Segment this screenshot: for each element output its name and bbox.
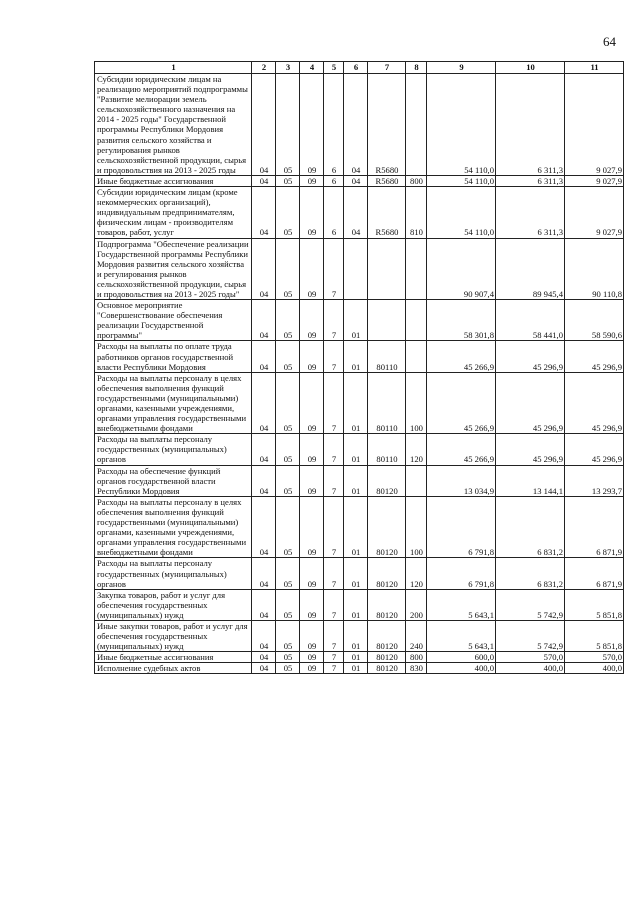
direction-code-cell: 80120 [368, 589, 406, 620]
subprogram-code-cell: 7 [324, 341, 344, 372]
amount-cell: 6 311,3 [496, 74, 565, 176]
table-row [95, 620, 624, 651]
header-cell: 5 [324, 62, 344, 74]
table-row [95, 496, 624, 558]
subsection-code-cell: 05 [276, 74, 300, 176]
header-cell: 2 [252, 62, 276, 74]
section-code-cell: 04 [252, 496, 276, 558]
program-code-cell: 09 [300, 558, 324, 589]
amount-cell: 58 590,6 [565, 300, 624, 341]
program-code-cell: 09 [300, 300, 324, 341]
table-row [95, 465, 624, 496]
table-row [95, 187, 624, 238]
section-code-cell: 04 [252, 300, 276, 341]
direction-code-cell: 80110 [368, 372, 406, 434]
amount-cell: 6 311,3 [496, 187, 565, 238]
section-code-cell: 04 [252, 620, 276, 651]
direction-code-cell [368, 300, 406, 341]
program-code-cell: 09 [300, 341, 324, 372]
item-name-cell: Подпрограмма "Обеспечение реализации Государственной программы Республики Мордовия развития сельского хозяйства и регулирования рынков сельскохозяйственной продукции, сырья и продовольствия на 2013 - 2025 годы" [95, 238, 252, 300]
subsection-code-cell: 05 [276, 589, 300, 620]
section-code-cell: 04 [252, 434, 276, 465]
table-row [95, 300, 624, 341]
amount-cell: 5 643,1 [427, 620, 496, 651]
amount-cell: 570,0 [496, 652, 565, 663]
amount-cell: 45 266,9 [427, 341, 496, 372]
event-code-cell: 01 [344, 620, 368, 651]
subsection-code-cell: 05 [276, 372, 300, 434]
header-cell: 10 [496, 62, 565, 74]
amount-cell: 13 034,9 [427, 465, 496, 496]
section-code-cell: 04 [252, 74, 276, 176]
subprogram-code-cell: 7 [324, 589, 344, 620]
event-code-cell: 04 [344, 187, 368, 238]
header-cell: 7 [368, 62, 406, 74]
amount-cell: 9 027,9 [565, 187, 624, 238]
amount-cell: 5 851,8 [565, 589, 624, 620]
amount-cell: 5 643,1 [427, 589, 496, 620]
amount-cell: 6 831,2 [496, 558, 565, 589]
item-name-cell: Иные бюджетные ассигнования [95, 175, 252, 186]
subsection-code-cell: 05 [276, 341, 300, 372]
table-row [95, 558, 624, 589]
table-row [95, 238, 624, 300]
subprogram-code-cell: 6 [324, 187, 344, 238]
expense-type-cell: 810 [406, 187, 427, 238]
program-code-cell: 09 [300, 74, 324, 176]
table-header-row [95, 62, 624, 74]
item-name-cell: Субсидии юридическим лицам на реализацию мероприятий подпрограммы "Развитие мелиорации земель сельскохозяйственного назначения на 2014 - 2025 годы" Государственной программы Республики Мордовия развития сельского хозяйства и регулирования рынков сельскохозяйственной продукции, сырья и продовольствия на 2013 - 2025 годы [95, 74, 252, 176]
expense-type-cell: 800 [406, 175, 427, 186]
subprogram-code-cell: 6 [324, 74, 344, 176]
subprogram-code-cell: 7 [324, 238, 344, 300]
table-row [95, 372, 624, 434]
direction-code-cell: R5680 [368, 175, 406, 186]
expense-type-cell [406, 300, 427, 341]
item-name-cell: Иные бюджетные ассигнования [95, 652, 252, 663]
item-name-cell: Основное мероприятие "Совершенствование обеспечения реализации Государственной программы" [95, 300, 252, 341]
expense-type-cell [406, 74, 427, 176]
subprogram-code-cell: 7 [324, 434, 344, 465]
item-name-cell: Расходы на обеспечение функций органов государственной власти Республики Мордовия [95, 465, 252, 496]
table-row [95, 589, 624, 620]
direction-code-cell: 80120 [368, 663, 406, 674]
direction-code-cell: 80120 [368, 620, 406, 651]
amount-cell: 45 266,9 [427, 434, 496, 465]
expense-type-cell [406, 465, 427, 496]
section-code-cell: 04 [252, 589, 276, 620]
amount-cell: 13 293,7 [565, 465, 624, 496]
program-code-cell: 09 [300, 238, 324, 300]
amount-cell: 45 266,9 [427, 372, 496, 434]
amount-cell: 5 742,9 [496, 620, 565, 651]
subsection-code-cell: 05 [276, 175, 300, 186]
event-code-cell: 01 [344, 341, 368, 372]
amount-cell: 400,0 [565, 663, 624, 674]
subsection-code-cell: 05 [276, 238, 300, 300]
item-name-cell: Расходы на выплаты персоналу государственных (муниципальных) органов [95, 558, 252, 589]
table-row [95, 74, 624, 176]
subsection-code-cell: 05 [276, 652, 300, 663]
subsection-code-cell: 05 [276, 465, 300, 496]
amount-cell: 6 791,8 [427, 496, 496, 558]
subprogram-code-cell: 7 [324, 652, 344, 663]
expense-type-cell: 120 [406, 558, 427, 589]
amount-cell: 9 027,9 [565, 74, 624, 176]
subsection-code-cell: 05 [276, 434, 300, 465]
subprogram-code-cell: 7 [324, 496, 344, 558]
subprogram-code-cell: 7 [324, 372, 344, 434]
section-code-cell: 04 [252, 187, 276, 238]
direction-code-cell: 80110 [368, 434, 406, 465]
amount-cell: 400,0 [427, 663, 496, 674]
program-code-cell: 09 [300, 187, 324, 238]
item-name-cell: Исполнение судебных актов [95, 663, 252, 674]
amount-cell: 570,0 [565, 652, 624, 663]
amount-cell: 400,0 [496, 663, 565, 674]
subprogram-code-cell: 7 [324, 465, 344, 496]
header-cell: 8 [406, 62, 427, 74]
header-cell: 6 [344, 62, 368, 74]
header-cell: 3 [276, 62, 300, 74]
amount-cell: 9 027,9 [565, 175, 624, 186]
amount-cell: 45 296,9 [496, 341, 565, 372]
program-code-cell: 09 [300, 620, 324, 651]
program-code-cell: 09 [300, 496, 324, 558]
amount-cell: 6 871,9 [565, 558, 624, 589]
amount-cell: 600,0 [427, 652, 496, 663]
subprogram-code-cell: 7 [324, 620, 344, 651]
event-code-cell: 01 [344, 300, 368, 341]
item-name-cell: Расходы на выплаты персоналу в целях обеспечения выполнения функций государственными (муниципальными) органами, казенными учреждениями, органами управления государственными внебюджетными фондами [95, 372, 252, 434]
section-code-cell: 04 [252, 663, 276, 674]
table-row [95, 434, 624, 465]
amount-cell: 45 296,9 [496, 434, 565, 465]
item-name-cell: Иные закупки товаров, работ и услуг для обеспечения государственных (муниципальных) нужд [95, 620, 252, 651]
direction-code-cell: R5680 [368, 74, 406, 176]
subprogram-code-cell: 6 [324, 175, 344, 186]
direction-code-cell: 80120 [368, 558, 406, 589]
subprogram-code-cell: 7 [324, 663, 344, 674]
event-code-cell: 01 [344, 496, 368, 558]
event-code-cell: 04 [344, 74, 368, 176]
event-code-cell: 01 [344, 558, 368, 589]
amount-cell: 90 110,8 [565, 238, 624, 300]
subsection-code-cell: 05 [276, 496, 300, 558]
amount-cell: 45 296,9 [565, 341, 624, 372]
program-code-cell: 09 [300, 465, 324, 496]
budget-table [94, 61, 624, 674]
expense-type-cell: 200 [406, 589, 427, 620]
subprogram-code-cell: 7 [324, 558, 344, 589]
program-code-cell: 09 [300, 589, 324, 620]
direction-code-cell: R5680 [368, 187, 406, 238]
table-row [95, 663, 624, 674]
program-code-cell: 09 [300, 434, 324, 465]
amount-cell: 58 441,0 [496, 300, 565, 341]
amount-cell: 54 110,0 [427, 175, 496, 186]
amount-cell: 5 742,9 [496, 589, 565, 620]
event-code-cell: 01 [344, 372, 368, 434]
direction-code-cell: 80120 [368, 496, 406, 558]
expense-type-cell: 100 [406, 372, 427, 434]
subsection-code-cell: 05 [276, 300, 300, 341]
table-row [95, 175, 624, 186]
item-name-cell: Расходы на выплаты по оплате труда работников органов государственной власти Республики Мордовия [95, 341, 252, 372]
item-name-cell: Расходы на выплаты персоналу в целях обеспечения выполнения функций государственными (муниципальными) органами, казенными учреждениями, органами управления государственными внебюджетными фондами [95, 496, 252, 558]
program-code-cell: 09 [300, 652, 324, 663]
table-row [95, 341, 624, 372]
event-code-cell: 01 [344, 434, 368, 465]
page-number: 64 [603, 34, 616, 49]
amount-cell: 6 791,8 [427, 558, 496, 589]
amount-cell: 6 831,2 [496, 496, 565, 558]
section-code-cell: 04 [252, 238, 276, 300]
subsection-code-cell: 05 [276, 558, 300, 589]
direction-code-cell: 80110 [368, 341, 406, 372]
header-cell: 1 [95, 62, 252, 74]
amount-cell: 58 301,8 [427, 300, 496, 341]
amount-cell: 6 311,3 [496, 175, 565, 186]
direction-code-cell: 80120 [368, 465, 406, 496]
amount-cell: 54 110,0 [427, 74, 496, 176]
item-name-cell: Субсидии юридическим лицам (кроме некоммерческих организаций), индивидуальным предпринимателям, физическим лицам - производителям товаров, работ, услуг [95, 187, 252, 238]
item-name-cell: Закупка товаров, работ и услуг для обеспечения государственных (муниципальных) нужд [95, 589, 252, 620]
section-code-cell: 04 [252, 652, 276, 663]
event-code-cell: 01 [344, 663, 368, 674]
direction-code-cell: 80120 [368, 652, 406, 663]
subsection-code-cell: 05 [276, 187, 300, 238]
direction-code-cell [368, 238, 406, 300]
event-code-cell: 01 [344, 589, 368, 620]
expense-type-cell: 800 [406, 652, 427, 663]
section-code-cell: 04 [252, 372, 276, 434]
event-code-cell: 04 [344, 175, 368, 186]
program-code-cell: 09 [300, 175, 324, 186]
amount-cell: 89 945,4 [496, 238, 565, 300]
subprogram-code-cell: 7 [324, 300, 344, 341]
program-code-cell: 09 [300, 372, 324, 434]
expense-type-cell [406, 341, 427, 372]
event-code-cell [344, 238, 368, 300]
item-name-cell: Расходы на выплаты персоналу государственных (муниципальных) органов [95, 434, 252, 465]
section-code-cell: 04 [252, 175, 276, 186]
table-row [95, 652, 624, 663]
subsection-code-cell: 05 [276, 620, 300, 651]
amount-cell: 45 296,9 [565, 434, 624, 465]
expense-type-cell: 100 [406, 496, 427, 558]
event-code-cell: 01 [344, 652, 368, 663]
amount-cell: 13 144,1 [496, 465, 565, 496]
section-code-cell: 04 [252, 341, 276, 372]
header-cell: 11 [565, 62, 624, 74]
program-code-cell: 09 [300, 663, 324, 674]
expense-type-cell: 120 [406, 434, 427, 465]
expense-type-cell: 240 [406, 620, 427, 651]
subsection-code-cell: 05 [276, 663, 300, 674]
amount-cell: 5 851,8 [565, 620, 624, 651]
expense-type-cell: 830 [406, 663, 427, 674]
section-code-cell: 04 [252, 465, 276, 496]
expense-type-cell [406, 238, 427, 300]
event-code-cell: 01 [344, 465, 368, 496]
section-code-cell: 04 [252, 558, 276, 589]
header-cell: 9 [427, 62, 496, 74]
amount-cell: 6 871,9 [565, 496, 624, 558]
amount-cell: 90 907,4 [427, 238, 496, 300]
amount-cell: 45 296,9 [565, 372, 624, 434]
amount-cell: 54 110,0 [427, 187, 496, 238]
header-cell: 4 [300, 62, 324, 74]
amount-cell: 45 296,9 [496, 372, 565, 434]
